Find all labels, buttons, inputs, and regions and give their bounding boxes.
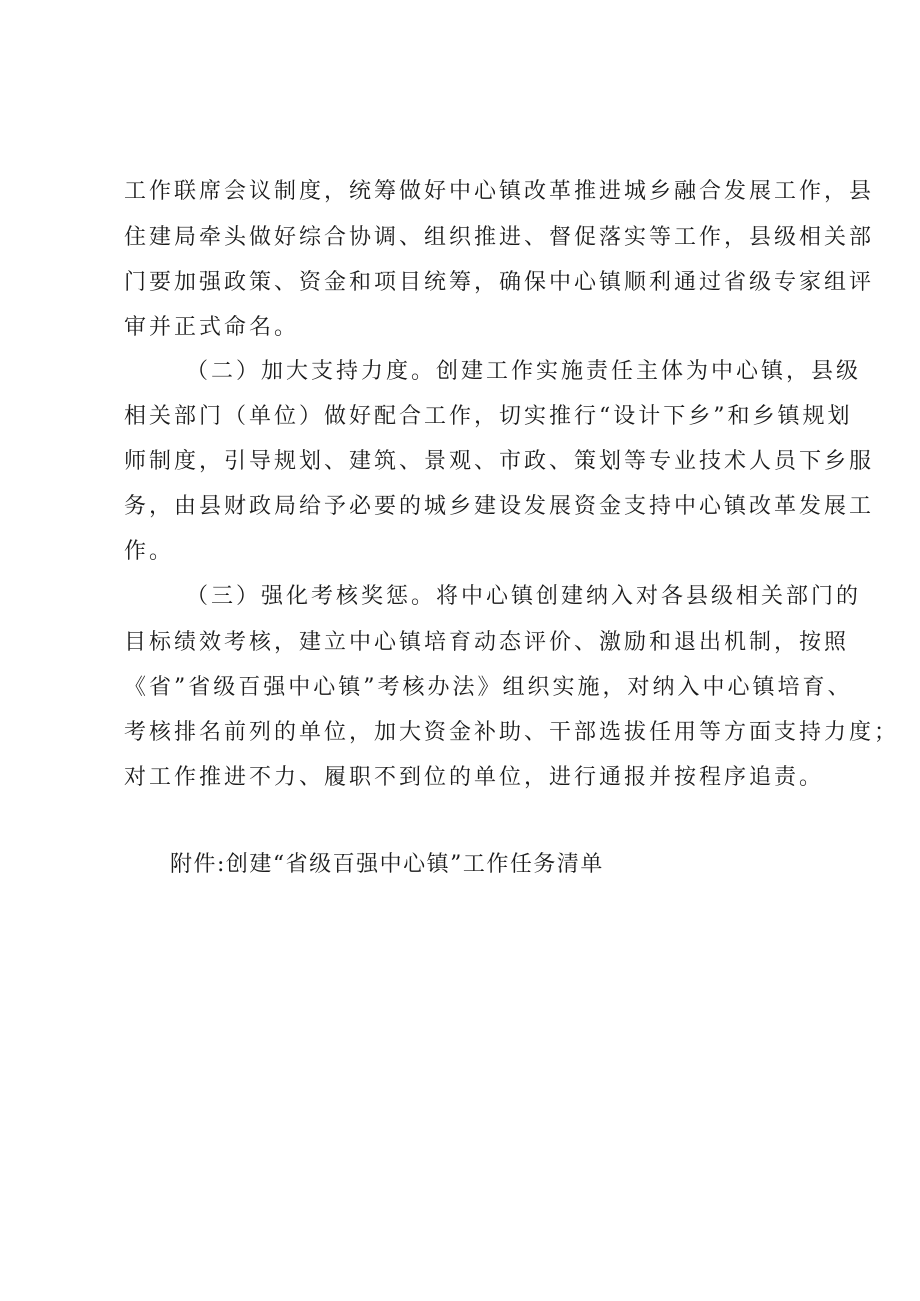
paragraph-2-line-3: 师制度，引导规划、建筑、景观、市政、策划等专业技术人员下乡服 bbox=[124, 449, 875, 474]
paragraph-2-line-1: （二）加大支持力度。创建工作实施责任主体为中心镇，县级 bbox=[186, 359, 862, 384]
paragraph-2-line-2: 相关部门（单位）做好配合工作，切实推行“设计下乡”和乡镇规划 bbox=[124, 404, 853, 429]
paragraph-3-line-3: 《省”省级百强中心镇”考核办法》组织实施，对纳入中心镇培育、 bbox=[124, 675, 853, 700]
paragraph-3-line-4: 考核排名前列的单位，加大资金补助、干部选拔任用等方面支持力度； bbox=[124, 720, 900, 745]
paragraph-2-line-4: 务，由县财政局给予必要的城乡建设发展资金支持中心镇改革发展工 bbox=[124, 494, 875, 519]
paragraph-3-line-1: （三）强化考核奖惩。将中心镇创建纳入对各县级相关部门的 bbox=[186, 584, 862, 609]
paragraph-3-line-2: 目标绩效考核，建立中心镇培育动态评价、激励和退出机制，按照 bbox=[124, 630, 850, 655]
paragraph-3-line-5: 对工作推进不力、履职不到位的单位，进行通报并按程序追责。 bbox=[124, 765, 825, 790]
paragraph-1-line-1: 工作联席会议制度，统筹做好中心镇改革推进城乡融合发展工作，县 bbox=[124, 179, 875, 204]
paragraph-1-line-3: 门要加强政策、资金和项目统筹，确保中心镇顺利通过省级专家组评 bbox=[124, 270, 875, 295]
paragraph-2-line-5: 作。 bbox=[124, 539, 175, 564]
paragraph-1-line-2: 住建局牵头做好综合协调、组织推进、督促落实等工作，县级相关部 bbox=[124, 225, 875, 250]
attachment-note: 附件:创建“省级百强中心镇”工作任务清单 bbox=[170, 852, 604, 877]
paragraph-1-line-4: 审并正式命名。 bbox=[124, 315, 300, 340]
